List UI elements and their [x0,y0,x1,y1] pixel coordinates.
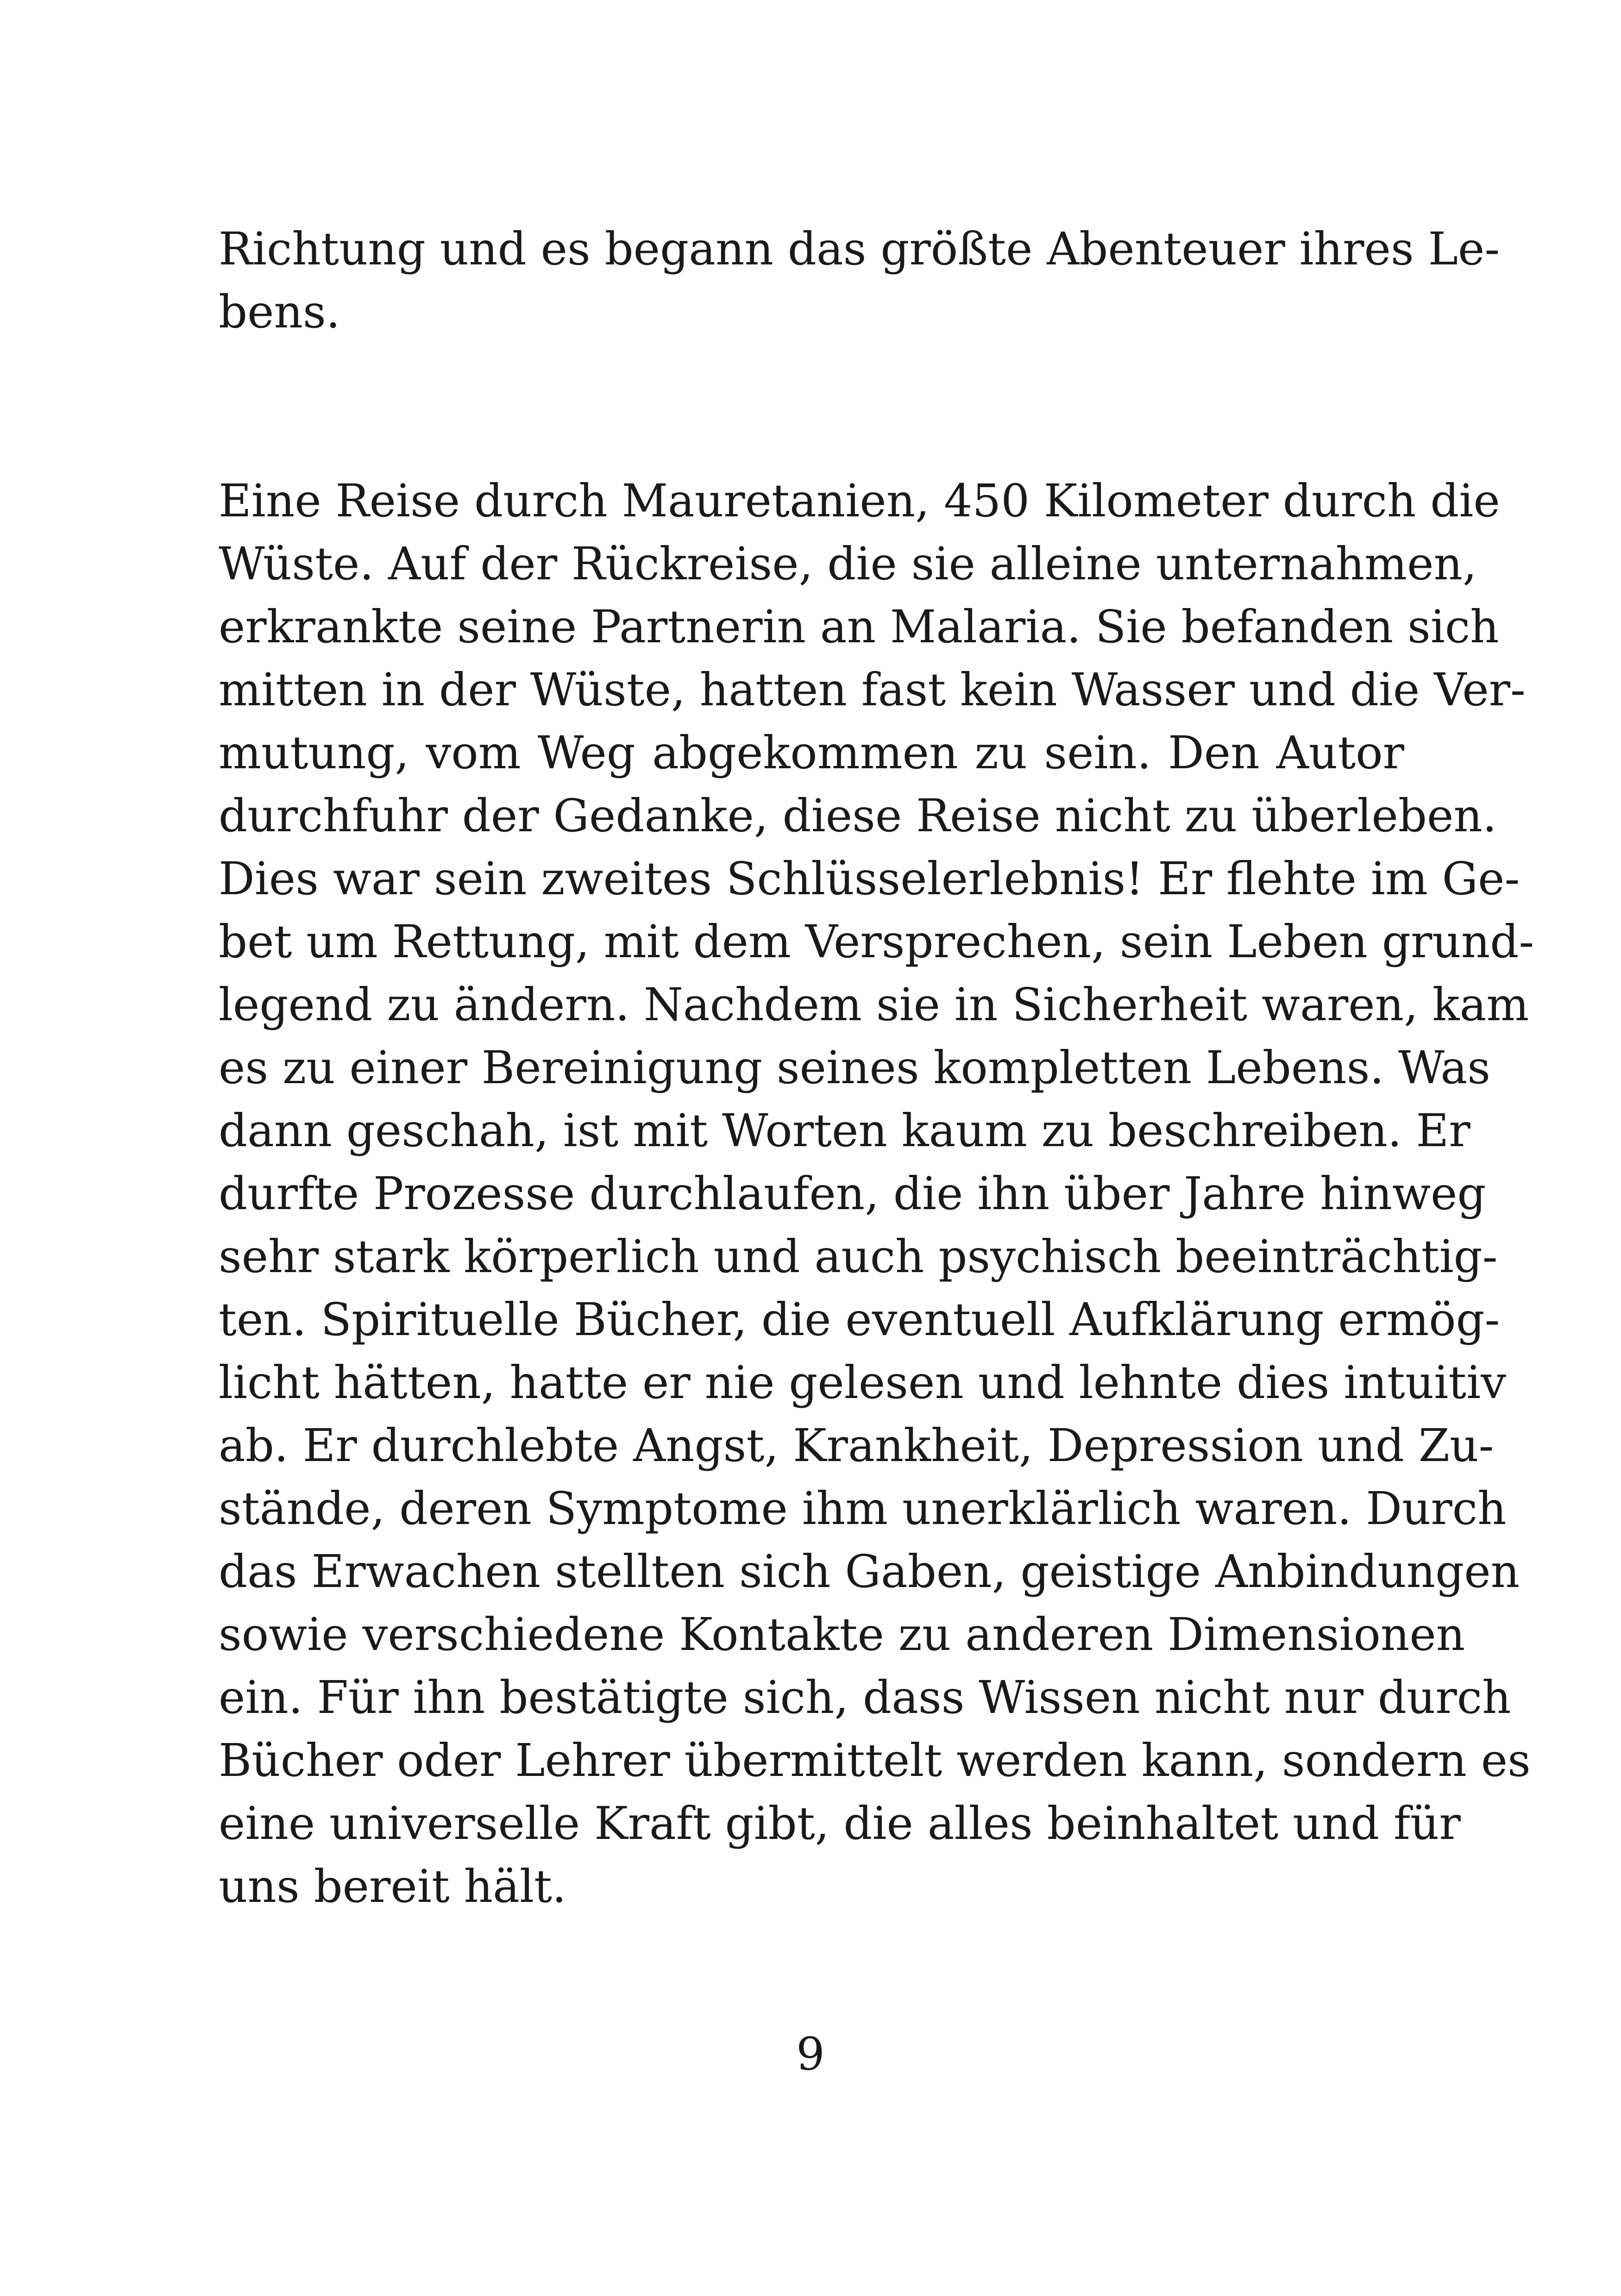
text-line: uns bereit hält. [219,1860,566,1913]
text-line: es zu einer Bereinigung seines kompletten Lebens. Was [219,1041,1491,1094]
text-line: bens. [219,286,340,338]
paragraph-gap [219,344,1404,470]
text-line: durchfuhr der Gedanke, diese Reise nicht zu überleben. [219,790,1497,842]
page-number: 9 [796,2028,825,2080]
text-line: erkrankte seine Partnerin an Malaria. Sie befanden sich [219,601,1499,653]
text-line: sehr stark körperlich und auch psychisch beeinträchtig- [219,1230,1498,1283]
text-line: ten. Spirituelle Bücher, die eventuell Aufklärung ermög- [219,1293,1500,1346]
text-line: ein. Für ihn bestätigte sich, dass Wissen nicht nur durch [219,1671,1511,1724]
text-line: durfte Prozesse durchlaufen, die ihn über Jahre hinweg [219,1167,1486,1220]
text-line: legend zu ändern. Nachdem sie in Sicherheit waren, kam [219,979,1529,1031]
text-line: ab. Er durchlebte Angst, Krankheit, Depression und Zu- [219,1419,1494,1472]
text-line: Dies war sein zweites Schlüsselerlebnis! Er flehte im Ge- [219,853,1520,905]
text-line: das Erwachen stellten sich Gaben, geistige Anbindungen [219,1545,1520,1598]
text-line: licht hätten, hatte er nie gelesen und lehnte dies intuitiv [219,1356,1507,1409]
text-line: Richtung und es begann das größte Abenteuer ihres Le- [219,223,1500,275]
text-line: mutung, vom Weg abgekommen zu sein. Den Autor [219,727,1404,779]
text-line: bet um Rettung, mit dem Versprechen, sein Leben grund- [219,916,1534,968]
text-line: eine universelle Kraft gibt, die alles beinhaltet und für [219,1797,1461,1850]
text-line: stände, deren Symptome ihm unerklärlich waren. Durch [219,1482,1507,1535]
text-line: Wüste. Auf der Rückreise, die sie alleine unternahmen, [219,538,1477,590]
body-text [219,218,1534,1918]
text-line: Eine Reise durch Mauretanien, 450 Kilometer durch die [219,475,1500,527]
text-line: dann geschah, ist mit Worten kaum zu beschreiben. Er [219,1104,1470,1157]
text-line: Bücher oder Lehrer übermittelt werden kann, sondern es [219,1734,1531,1787]
text-line: mitten in der Wüste, hatten fast kein Wasser und die Ver- [219,664,1526,716]
text-line: sowie verschiedene Kontakte zu anderen Dimensionen [219,1608,1465,1661]
